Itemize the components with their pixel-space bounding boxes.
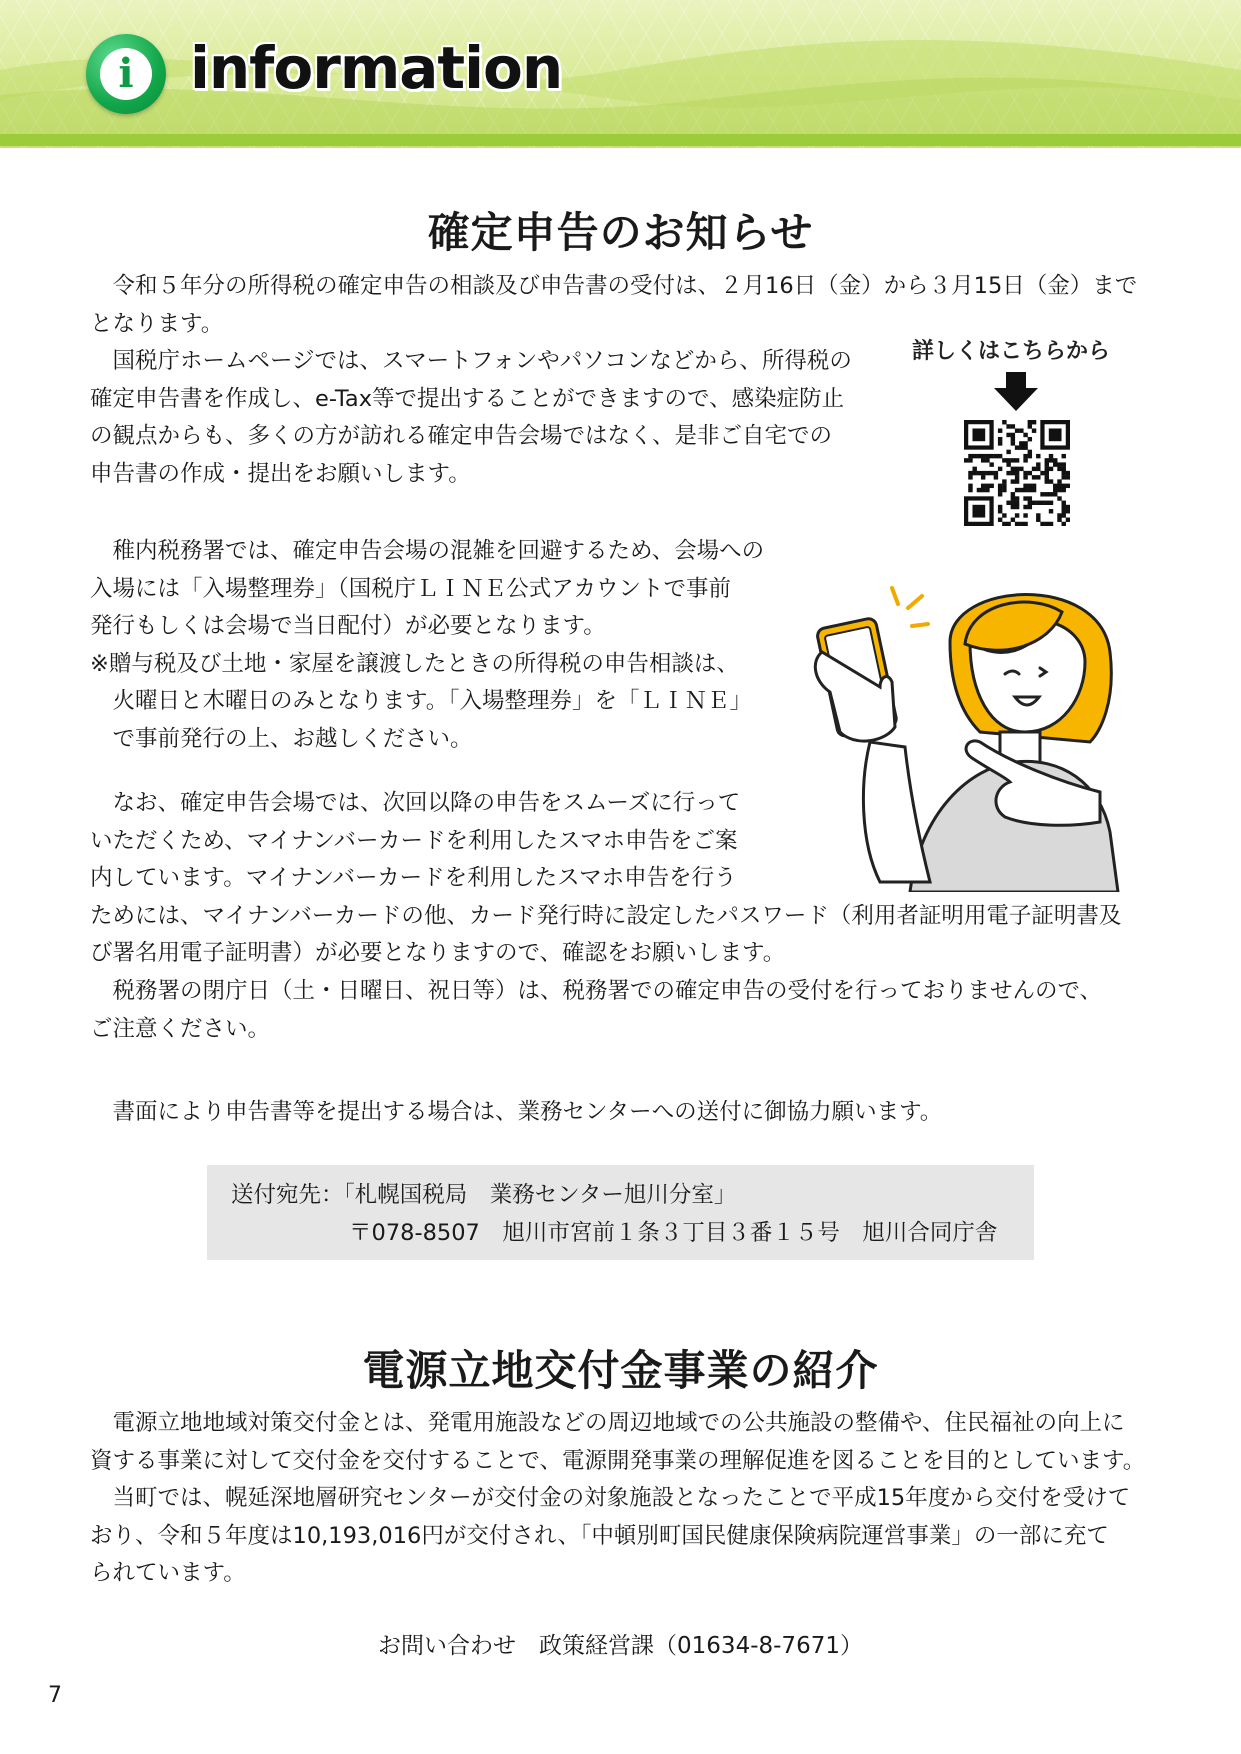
info-icon: i	[86, 34, 166, 114]
subsidy-title: 電源立地交付金事業の紹介	[362, 1346, 879, 1395]
address-name: 「札幌国税局 業務センター旭川分室」	[343, 1182, 737, 1208]
contact-info: お問い合わせ 政策経営課（01634-8-7671）	[378, 1633, 863, 1659]
tax-notice-title: 確定申告のお知らせ	[427, 208, 814, 257]
banner-title: information	[190, 34, 563, 102]
header-banner	[0, 0, 1241, 148]
address-detail: 〒078-8507 旭川市宮前１条３丁目３番１５号 旭川合同庁舎	[349, 1220, 998, 1246]
tax-para3: なお、確定申告会場では、次回以降の申告をスムーズに行って いただくため、マイナンバーカードを利用したスマホ申告をご案 内しています。マイナンバーカードを利用したスマホ申告を行う ためには、マイナンバーカードの他、カード発行時に設定したパスワード（利用者証明用電子証明書及 び署名用電子証明書）が必要となりますので、確認をお願いします。 税務署の閉庁日（土・日曜日、祝日等）は、税務署での確定申告の受付を行っておりませんので、 ご注意ください。	[90, 790, 1122, 1042]
subsidy-paragraphs: 電源立地地域対策交付金とは、発電用施設などの周辺地域での公共施設の整備や、住民福祉の向上に 資する事業に対して交付金を交付することで、電源開発事業の理解促進を図ることを目的としています。 当町では、幌延深地層研究センターが交付金の対象施設となったことで平成15年度から交付を受けて おり、令和５年度は10,193,016円が交付され、「中頓別町国民健康保険病院運営事業」の一部に充て られています。	[90, 1410, 1146, 1587]
banner-wave-decoration	[0, 0, 1241, 134]
qr-code[interactable]	[964, 420, 1070, 526]
tax-para1: 令和５年分の所得税の確定申告の相談及び申告書の受付は、２月16日（金）から３月15日（金）まで となります。 国税庁ホームページでは、スマートフォンやパソコンなどから、所得税の 確定申告書を作成し、e-Tax等で提出することができますので、感染症防止 の観点からも、多くの方が訪れる確定申告会場ではなく、是非ご自宅での 申告書の作成・提出をお願いします。	[90, 273, 1138, 487]
page-number: 7	[48, 1683, 62, 1708]
qr-label: 詳しくはこちらから	[912, 339, 1111, 364]
tax-para2: 稚内税務署では、確定申告会場の混雑を回避するため、会場への 入場には「入場整理券」（国税庁ＬＩＮＥ公式アカウントで事前 発行もしくは会場で当日配付）が必要となります。 ※贈与税及び土地・家屋を譲渡したときの所得税の申告相談は、 火曜日と木曜日のみとなります。「入場整理券」を「ＬＩＮＥ」 で事前発行の上、お越しください。	[90, 538, 765, 752]
banner-underline	[0, 134, 1241, 146]
tax-para4: 書面により申告書等を提出する場合は、業務センターへの送付に御協力願います。	[90, 1099, 943, 1125]
address-box	[207, 1165, 1034, 1260]
address-label: 送付宛先：	[231, 1182, 344, 1208]
arrow-down-icon	[992, 372, 1040, 412]
